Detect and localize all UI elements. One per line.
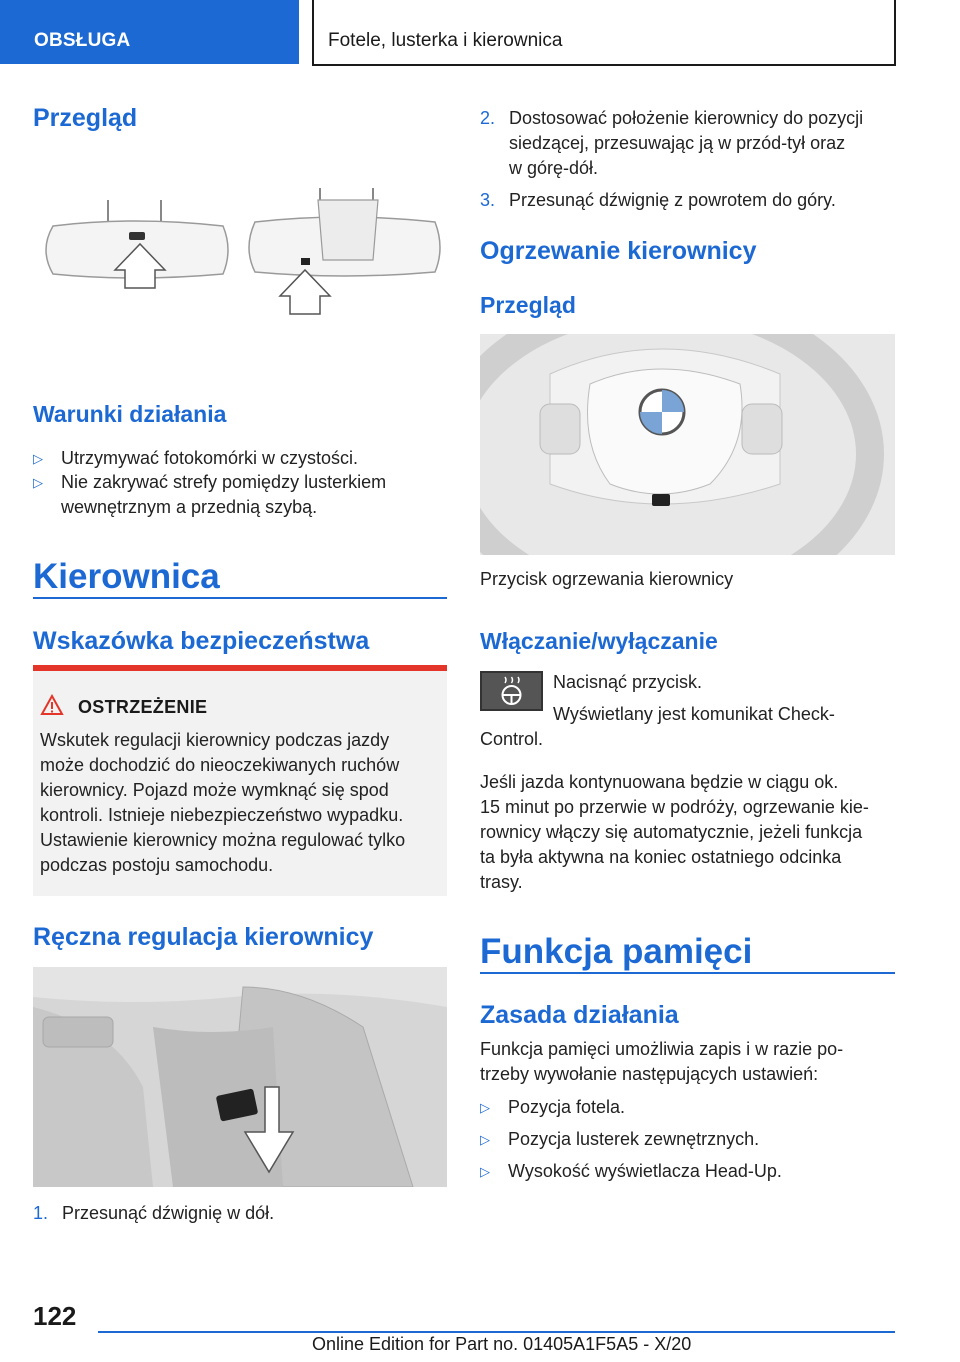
heating-heading: Ogrzewanie kierownicy — [480, 237, 757, 265]
warning-text: Wskutek regulacji kierownicy podczas jazdy może dochodzić do nieoczekiwanych ruchów kierownicy. Pojazd może wymknąć się spod kontroli. Istnieje niebezpieczeństwo wypadku. Ustawienie kierownicy można regulować tylko podczas postoju samochodu. — [40, 730, 406, 875]
steering-heading: Kierownica — [33, 557, 220, 596]
onoff-heading: Włączanie/wyłączanie — [480, 628, 718, 654]
bullet-triangle-icon: ▷ — [480, 1164, 490, 1179]
bullet-triangle-icon: ▷ — [480, 1100, 490, 1115]
wheel-caption: Przycisk ogrzewania kierownicy — [480, 569, 734, 589]
heating-overview-heading: Przegląd — [480, 292, 576, 318]
footer-rule — [98, 1331, 895, 1333]
auto-activation-text: Jeśli jazda kontynuowana będzie w ciągu ok. 15 minut po przerwie w podróży, ogrzewanie kie- rownicy włączy się automatycznie, jeżeli funkcja ta była aktywna na koniec ostatniego odcinka trasy. — [480, 772, 869, 892]
warning-triangle-icon — [40, 694, 64, 716]
message-line-1: Wyświetlany jest komunikat Check- — [553, 704, 835, 724]
page-number: 122 — [33, 1301, 77, 1331]
bullet-triangle-icon: ▷ — [33, 451, 43, 466]
bullet-triangle-icon: ▷ — [33, 475, 43, 490]
message-line-2: Control. — [480, 729, 544, 749]
bullet-triangle-icon: ▷ — [480, 1132, 490, 1147]
chapter-title: Fotele, lusterka i kierownica — [312, 0, 896, 66]
edition-text: Online Edition for Part no. 01405A1F5A5 - X/20 — [312, 1334, 692, 1354]
section-rule — [480, 972, 895, 974]
principle-text: Funkcja pamięci umożliwia zapis i w razie po- trzeby wywołanie następujących ustawień: — [480, 1039, 844, 1084]
warning-title: OSTRZEŻENIE — [78, 697, 208, 717]
conditions-heading: Warunki działania — [33, 401, 227, 427]
safety-heading: Wskazówka bezpieczeństwa — [33, 627, 370, 655]
heated-wheel-button-icon[interactable] — [480, 671, 543, 711]
section-rule — [33, 597, 447, 599]
section-tab[interactable]: OBSŁUGA — [0, 0, 299, 64]
overview-heading: Przegląd — [33, 104, 138, 132]
steering-wheel-illustration — [480, 334, 895, 555]
press-instruction: Nacisnąć przycisk. — [553, 672, 703, 692]
principle-heading: Zasada działania — [480, 1001, 679, 1029]
manual-adjust-heading: Ręczna regulacja kierownicy — [33, 923, 374, 951]
memory-heading: Funkcja pamięci — [480, 932, 753, 971]
lever-illustration — [33, 967, 447, 1187]
mirror-illustration — [33, 180, 447, 340]
